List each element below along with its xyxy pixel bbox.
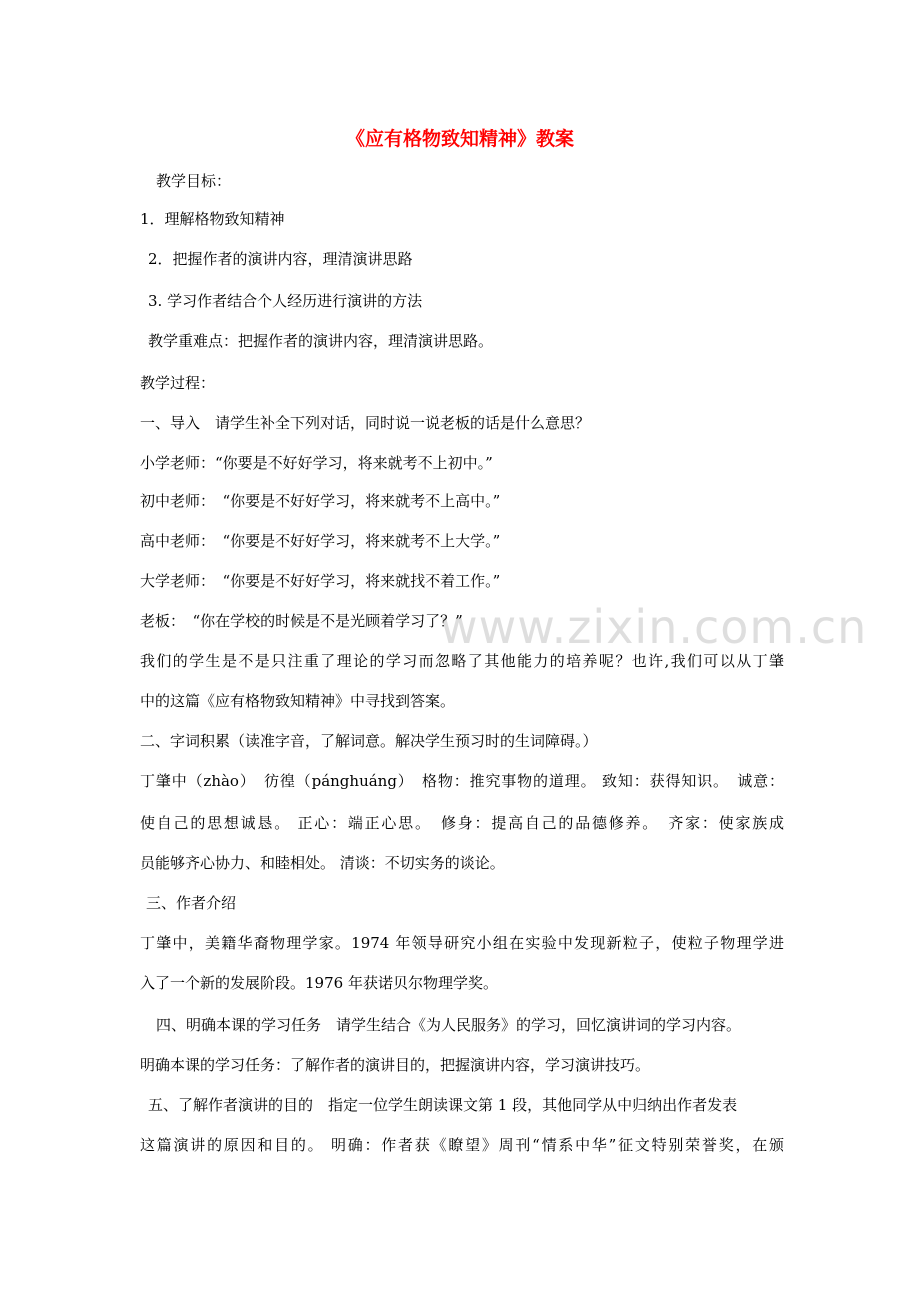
vocabulary-line: 使自己的思想诚恳。 正心：端正心思。 修身：提高自己的品德修养。 齐家：使家族成 [140, 814, 784, 832]
author-intro-line: 丁肇中，美籍华裔物理学家。1974 年领导研究小组在实验中发现新粒子，使粒子物理学进 [140, 934, 784, 952]
dialogue-middle-teacher: 初中老师： “你要是不好好学习，将来就考不上高中。” [140, 492, 501, 510]
paragraph-line: 我们的学生是不是只注重了理论的学习而忽略了其他能力的培养呢？也许,我们可以从丁肇 [140, 652, 784, 670]
vocabulary-line: 丁肇中（zhào） 彷徨（pánghuáng） 格物：推究事物的道理。 致知：获得知识。 诚意： [140, 772, 784, 790]
watermark: www.zixin.com.cn [440, 600, 868, 654]
dialogue-boss: 老板： “你在学校的时候是不是光顾着学习了？” [140, 612, 463, 630]
dialogue-primary-teacher: 小学老师：“你要是不好好学习，将来就考不上初中。” [140, 454, 493, 472]
paragraph-line: 中的这篇《应有格物致知精神》中寻找到答案。 [140, 692, 456, 710]
section-1-intro: 一、导入 请学生补全下列对话，同时说一说老板的话是什么意思？ [140, 414, 591, 432]
section-5-line: 这篇演讲的原因和目的。 明确：作者获《瞭望》周刊“情系中华”征文特别荣誉奖，在颁 [140, 1136, 784, 1154]
section-4-line: 四、明确本课的学习任务 请学生结合《为人民服务》的学习，回忆演讲词的学习内容。 [156, 1016, 742, 1034]
section-4-line: 明确本课的学习任务：了解作者的演讲目的，把握演讲内容，学习演讲技巧。 [140, 1056, 651, 1074]
process-heading: 教学过程： [140, 374, 216, 392]
goal-item-3: 3. 学习作者结合个人经历进行演讲的方法 [148, 292, 423, 310]
section-3-heading: 三、作者介绍 [146, 894, 237, 912]
section-5-line: 五、了解作者演讲的目的 指定一位学生朗读课文第 1 段，其他同学从中归纳出作者发表 [148, 1096, 738, 1114]
author-intro-line: 入了一个新的发展阶段。1976 年获诺贝尔物理学奖。 [140, 974, 498, 992]
document-title: 《应有格物致知精神》教案 [345, 128, 574, 150]
dialogue-high-teacher: 高中老师： “你要是不好好学习，将来就考不上大学。” [140, 532, 501, 550]
goal-item-1: 1．理解格物致知精神 [140, 210, 285, 228]
vocabulary-line: 员能够齐心协力、和睦相处。 清谈：不切实务的谈论。 [140, 854, 505, 872]
goal-item-2: 2．把握作者的演讲内容，理清演讲思路 [148, 250, 413, 268]
section-2-heading: 二、字词积累（读准字音，了解词意。解决学生预习时的生词障碍。） [140, 732, 598, 750]
dialogue-college-teacher: 大学老师： “你要是不好好学习，将来就找不着工作。” [140, 572, 501, 590]
key-difficulty-line: 教学重难点：把握作者的演讲内容，理清演讲思路。 [148, 332, 494, 350]
teaching-goals-heading: 教学目标： [156, 172, 232, 190]
